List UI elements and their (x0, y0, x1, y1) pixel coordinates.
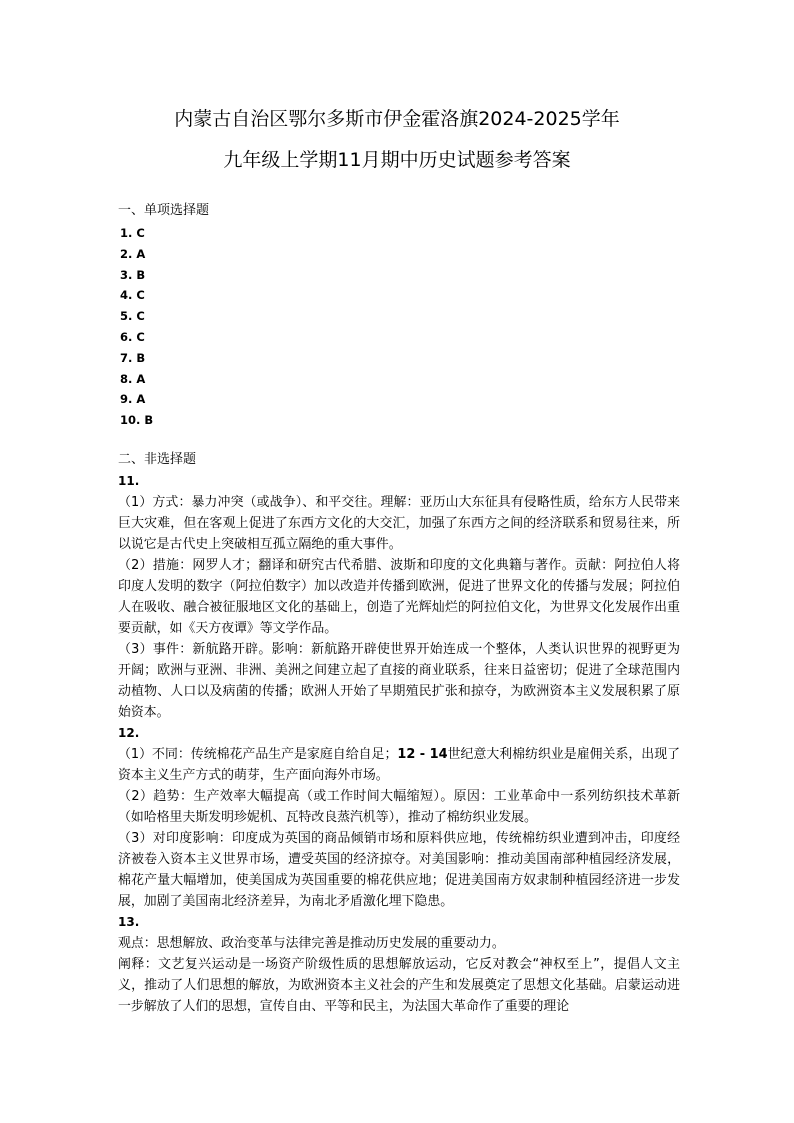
q12-answer-part1 (118, 744, 680, 786)
answer-item: 7. B (120, 350, 146, 365)
answer-item: 6. C (120, 329, 145, 344)
section-heading-non-choice: 二、非选择题 (118, 452, 197, 467)
q12-answer-part3: （3）对印度影响：印度成为英国的商品倾销市场和原料供应地，传统棉纺织业遭到冲击，印度经济被卷入资本主义世界市场，遭受英国的经济掠夺。对美国影响：推动美国南部种植园经济发展，棉花产量大幅增加，使美国成为英国重要的棉花供应地；促进美国南方奴隶制种植园经济进一步发展，加剧了美国南北经济差异，为南北矛盾激化埋下隐患。 (118, 831, 680, 909)
question-number-13: 13. (118, 915, 140, 929)
q12-answer-part2: （2）趋势：生产效率大幅提高（或工作时间大幅缩短）。原因：工业革命中一系列纺织技术革新（如哈格里夫斯发明珍妮机、瓦特改良蒸汽机等），推动了棉纺织业发展。 (118, 789, 680, 825)
q13-explanation: 阐释：文艺复兴运动是一场资产阶级性质的思想解放运动，它反对教会“神权至上”，提倡人文主义，推动了人们思想的解放，为欧洲资本主义社会的产生和发展奠定了思想文化基础。启蒙运动进一步解放了人们的思想，宣传自由、平等和民主，为法国大革命作了重要的理论 (118, 957, 680, 1014)
answer-item: 8. A (120, 371, 146, 386)
q11-answer-part2: （2）措施：网罗人才；翻译和研究古代希腊、波斯和印度的文化典籍与著作。贡献：阿拉伯人将印度人发明的数字（阿拉伯数字）加以改造并传播到欧洲，促进了世界文化的传播与发展；阿拉伯人在吸收、融合被征服地区文化的基础上，创造了光辉灿烂的阿拉伯文化，为世界文化发展作出重要贡献，如《天方夜谭》等文学作品。 (118, 558, 680, 636)
answer-item: 2. A (120, 246, 146, 261)
q12-part1-text-a: （1）不同：传统棉花产品生产是家庭自给自足； (118, 747, 398, 762)
q11-answer-part3: （3）事件：新航路开辟。影响：新航路开辟使世界开始连成一个整体，人类认识世界的视野更为开阔；欧洲与亚洲、非洲、美洲之间建立起了直接的商业联系，往来日益密切；促进了全球范围内动植物、人口以及病菌的传播；欧洲人开始了早期殖民扩张和掠夺，为欧洲资本主义发展积累了原始资本。 (118, 642, 680, 720)
document-title-line2: 九年级上学期11月期中历史试题参考答案 (223, 149, 571, 171)
question-number-11: 11. (118, 474, 140, 488)
answer-item: 1. C (120, 226, 145, 240)
answer-item: 4. C (120, 288, 145, 303)
question-number-12: 12. (118, 726, 140, 740)
document-title-line1: 内蒙古自治区鄂尔多斯市伊金霍洛旗2024-2025学年 (174, 108, 620, 130)
answer-item: 5. C (120, 309, 145, 324)
q13-viewpoint: 观点：思想解放、政治变革与法律完善是推动历史发展的重要动力。 (118, 936, 505, 951)
answer-item: 10. B (120, 413, 154, 428)
section-heading-single-choice: 一、单项选择题 (118, 203, 210, 218)
q12-part1-century-range: 12 - 14 (397, 747, 448, 762)
q11-answer-part1: （1）方式：暴力冲突（或战争）、和平交往。理解：亚历山大东征具有侵略性质，给东方人民带来巨大灾难，但在客观上促进了东西方文化的大交汇，加强了东西方之间的经济联系和贸易往来，所以说它是古代史上突破相互孤立隔绝的重大事件。 (118, 495, 680, 552)
answer-item: 9. A (120, 392, 146, 407)
non-choice-answers (118, 471, 680, 1017)
answer-item: 3. B (120, 267, 146, 282)
answer-list (120, 223, 153, 431)
q12-part1-text-c: 世纪意大利棉纺织业是雇佣关系，出现了资本主义生产方式的萌芽，生产面向海外市场。 (118, 747, 681, 783)
